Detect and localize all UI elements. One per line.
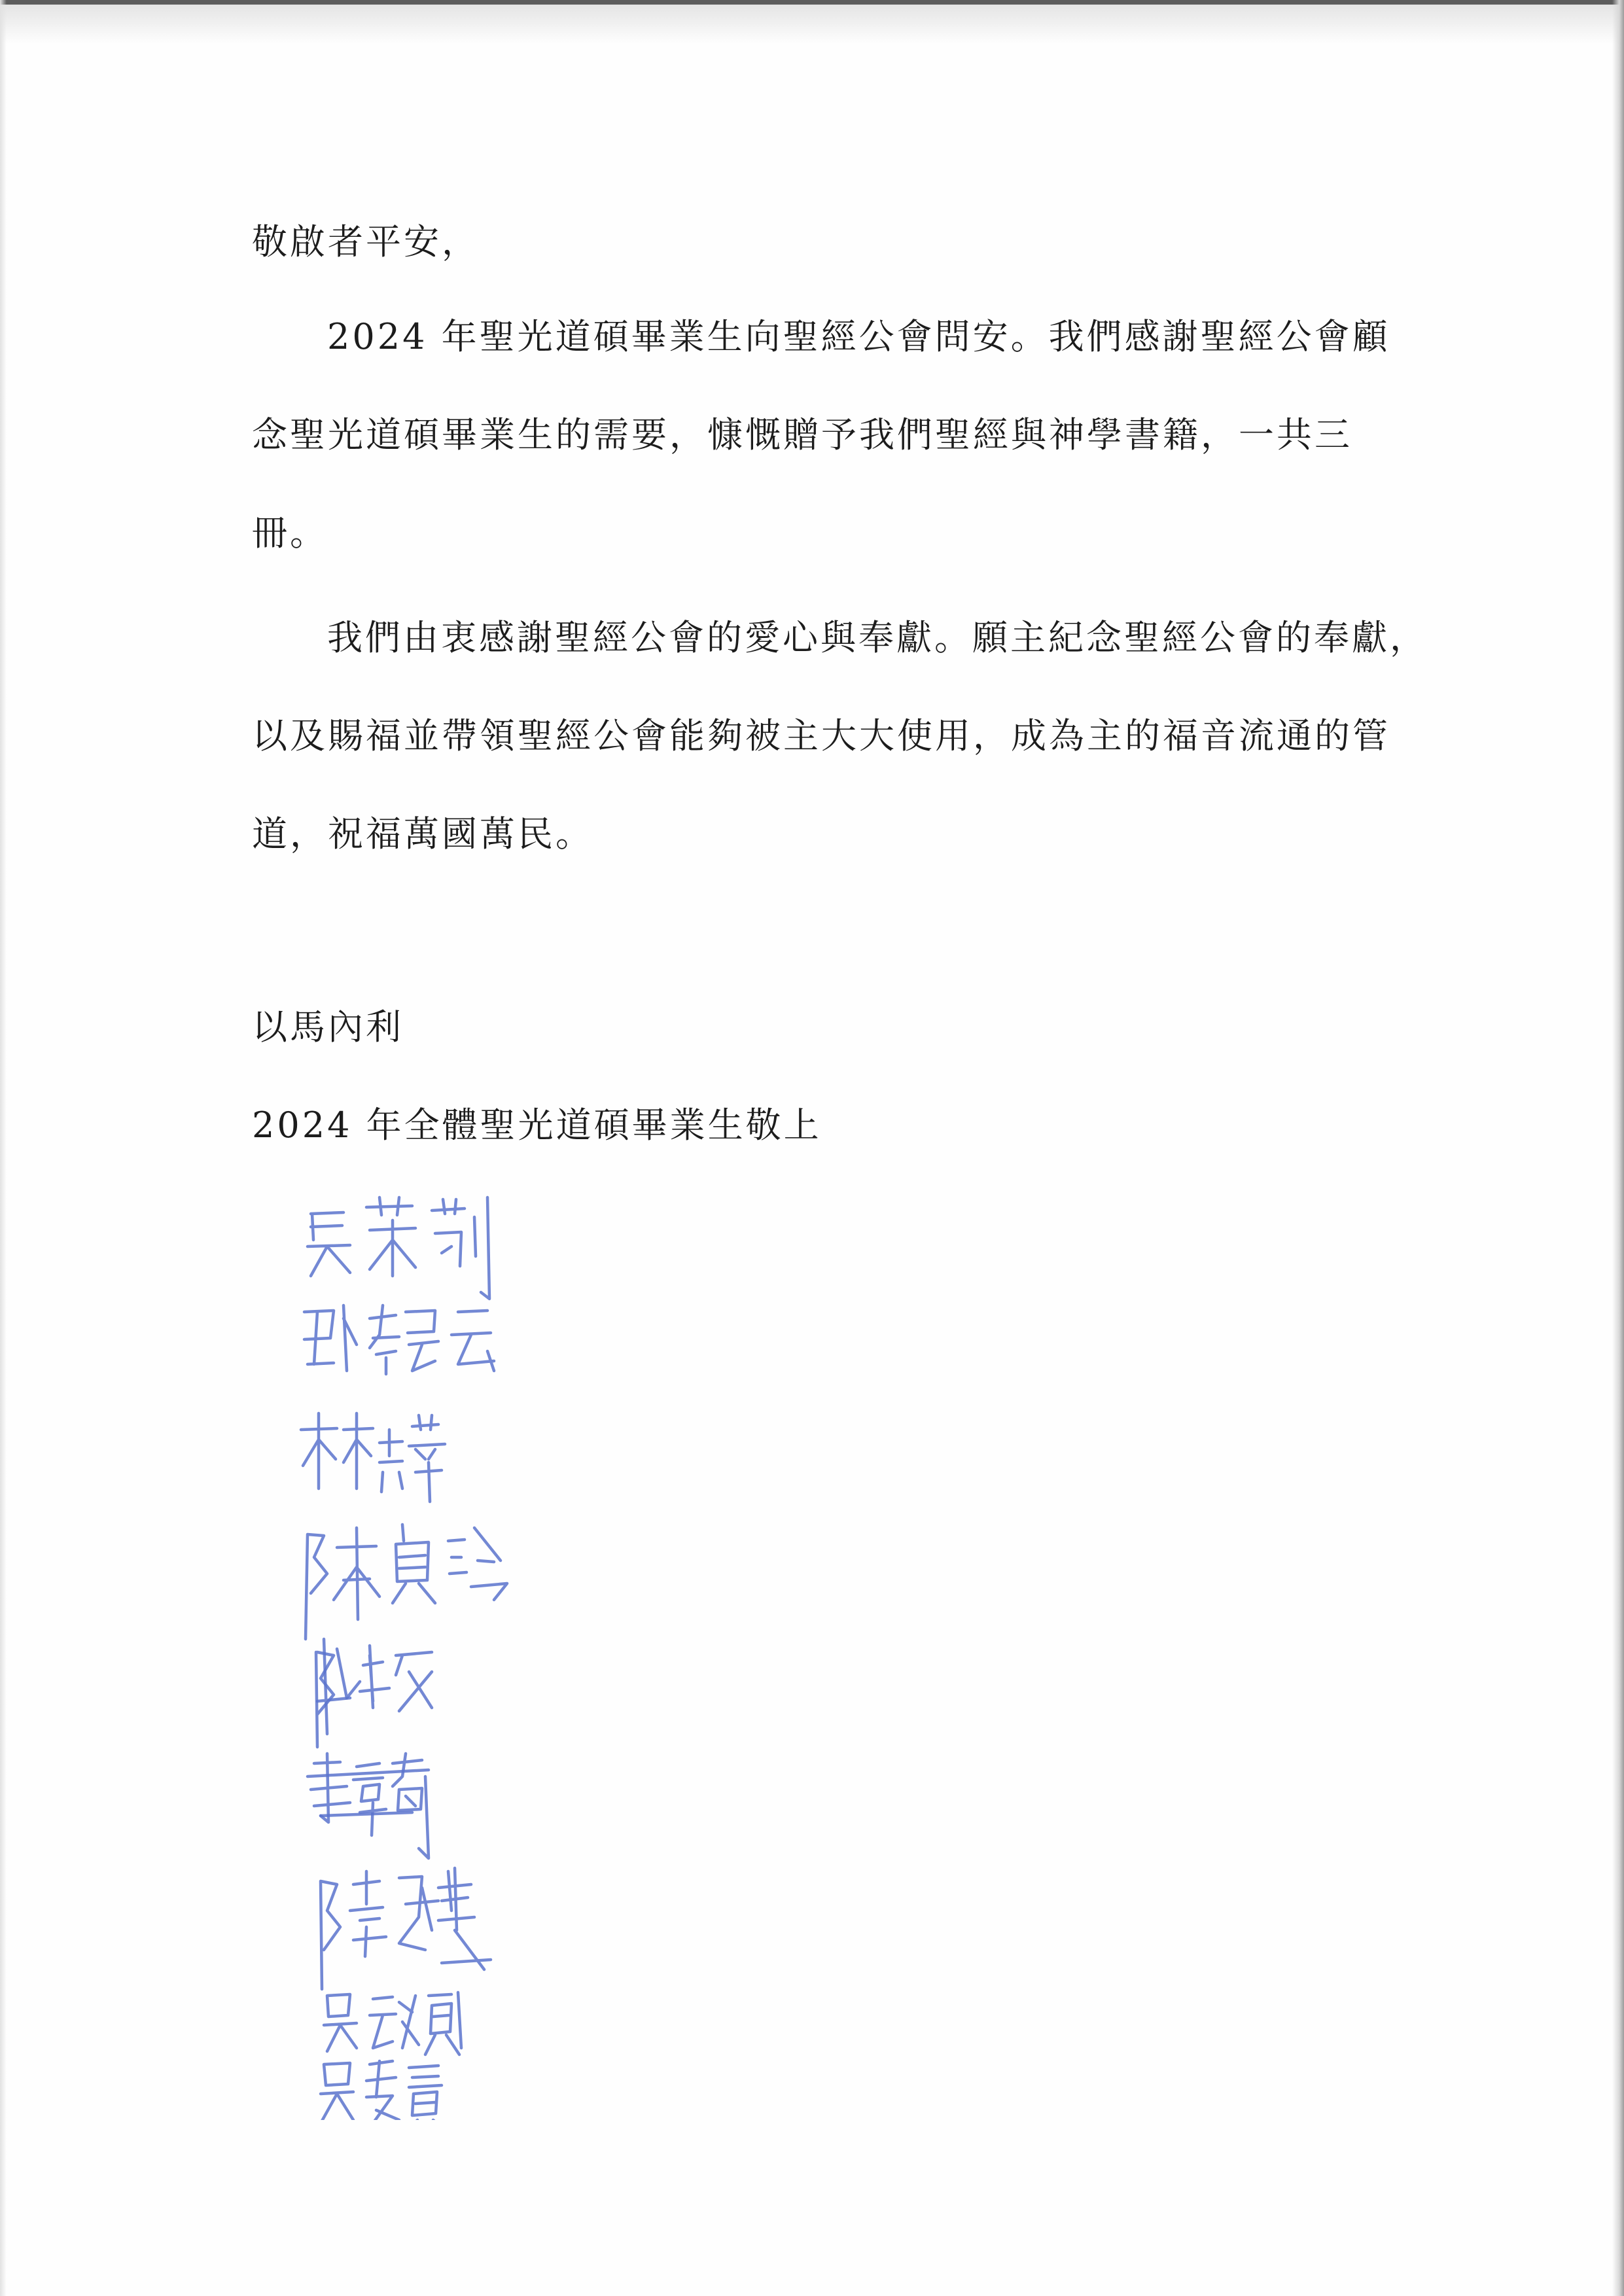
signature-5 [316,1639,432,1747]
greeting [252,193,1430,291]
paragraph-2-line-3: 道，祝福萬國萬民。 [252,813,593,855]
signature-8 [324,1992,461,2055]
paragraph-1-line-2: 念聖光道碩畢業生的需要，慷慨贈予我們聖經與神學書籍，一共三 [252,414,1352,455]
scan-edge-left [0,0,7,2296]
closing-line: 以馬內利 [252,1006,404,1048]
handwritten-signatures [281,1165,622,2120]
signature-7 [321,1868,491,1989]
closing [252,978,1430,1076]
paragraph-2-line-1: 我們由衷感謝聖經公會的愛心與奉獻。願主紀念聖經公會的奉獻， [327,617,1428,658]
greeting-line: 敬啟者平安， [252,221,480,262]
scan-edge-top [0,0,1624,5]
signoff [252,1076,1430,1174]
signature-6 [308,1754,429,1858]
paragraph-1-line-3: 冊。 [252,512,328,554]
signature-4 [306,1525,507,1639]
signatures-svg [281,1165,622,2120]
signature-1 [308,1197,489,1299]
paragraph-2-line-2: 以及賜福並帶領聖經公會能夠被主大大使用，成為主的福音流通的管 [252,715,1390,756]
paragraph-2 [252,589,1430,883]
scan-shadow [0,5,1624,44]
paragraph-1-line-1: 2024 年聖光道碩畢業生向聖經公會問安。我們感謝聖經公會顧 [327,316,1390,357]
signature-3 [301,1413,445,1502]
signature-9 [321,2061,451,2120]
signoff-line: 2024 年全體聖光道碩畢業生敬上 [252,1104,822,1146]
scan-edge-right [1612,0,1624,2296]
paragraph-1 [252,288,1430,582]
signature-2 [304,1305,494,1374]
